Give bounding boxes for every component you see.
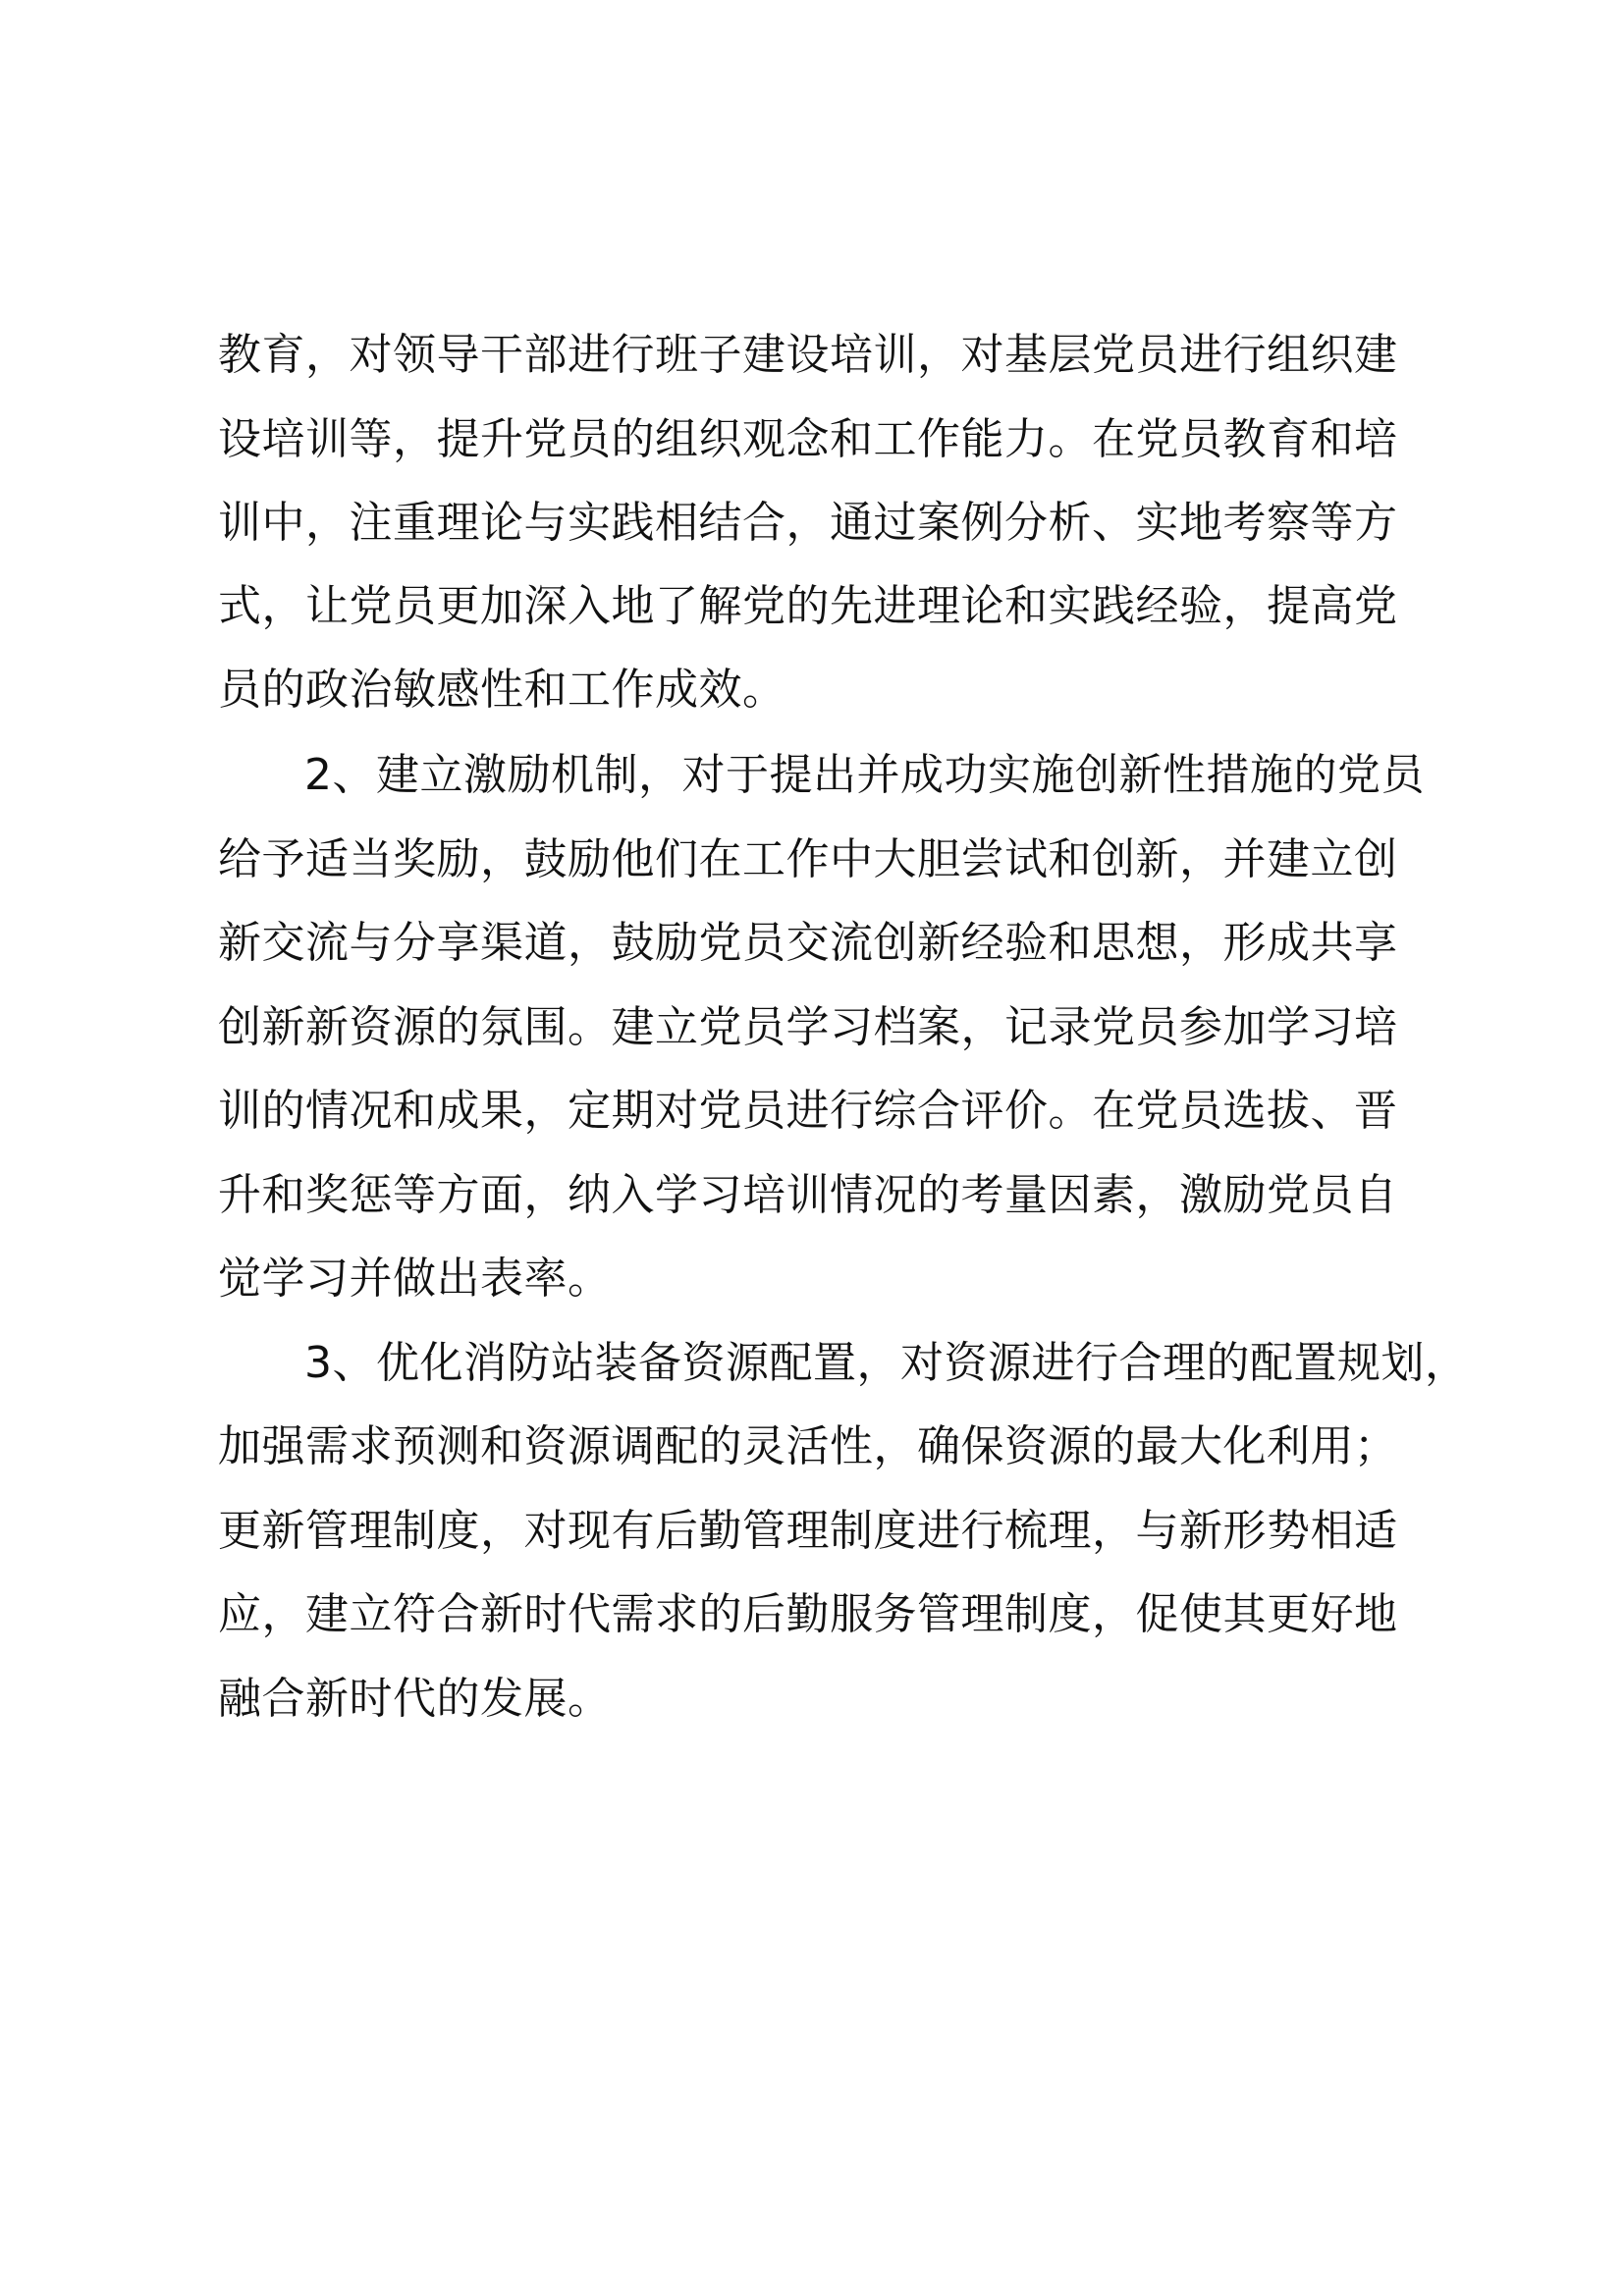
text-line-16: 应，建立符合新时代需求的后勤服务管理制度，促使其更好地 [218,1589,1398,1639]
text-line-11: 升和奖惩等方面，纳入学习培训情况的考量因素，激励党员自 [218,1170,1398,1220]
text-line-3: 训中，注重理论与实践相结合，通过案例分析、实地考察等方 [218,498,1398,548]
text-line-17: 融合新时代的发展。 [218,1674,612,1724]
paragraph-3-first-line: 3、优化消防站装备资源配置，对资源进行合理的配置规划， [304,1338,1469,1388]
text-line-9: 创新新资源的氛围。建立党员学习档案，记录党员参加学习培 [218,1002,1398,1052]
text-line-4: 式，让党员更加深入地了解党的先进理论和实践经验，提高党 [218,581,1398,631]
text-line-14: 加强需求预测和资源调配的灵活性，确保资源的最大化利用； [218,1421,1398,1471]
text-line-15: 更新管理制度，对现有后勤管理制度进行梳理，与新形势相适 [218,1506,1398,1556]
paragraph-2-first-line: 2、建立激励机制，对于提出并成功实施创新性措施的党员 [304,750,1425,800]
text-line-7: 给予适当奖励，鼓励他们在工作中大胆尝试和创新，并建立创 [218,834,1398,884]
text-line-10: 训的情况和成果，定期对党员进行综合评价。在党员选拔、晋 [218,1086,1398,1136]
text-line-8: 新交流与分享渠道，鼓励党员交流创新经验和思想，形成共享 [218,918,1398,968]
text-line-1: 教育，对领导干部进行班子建设培训，对基层党员进行组织建 [218,330,1398,380]
text-line-5: 员的政治敏感性和工作成效。 [218,665,786,715]
text-line-12: 觉学习并做出表率。 [218,1254,612,1304]
text-line-2: 设培训等，提升党员的组织观念和工作能力。在党员教育和培 [218,414,1398,464]
